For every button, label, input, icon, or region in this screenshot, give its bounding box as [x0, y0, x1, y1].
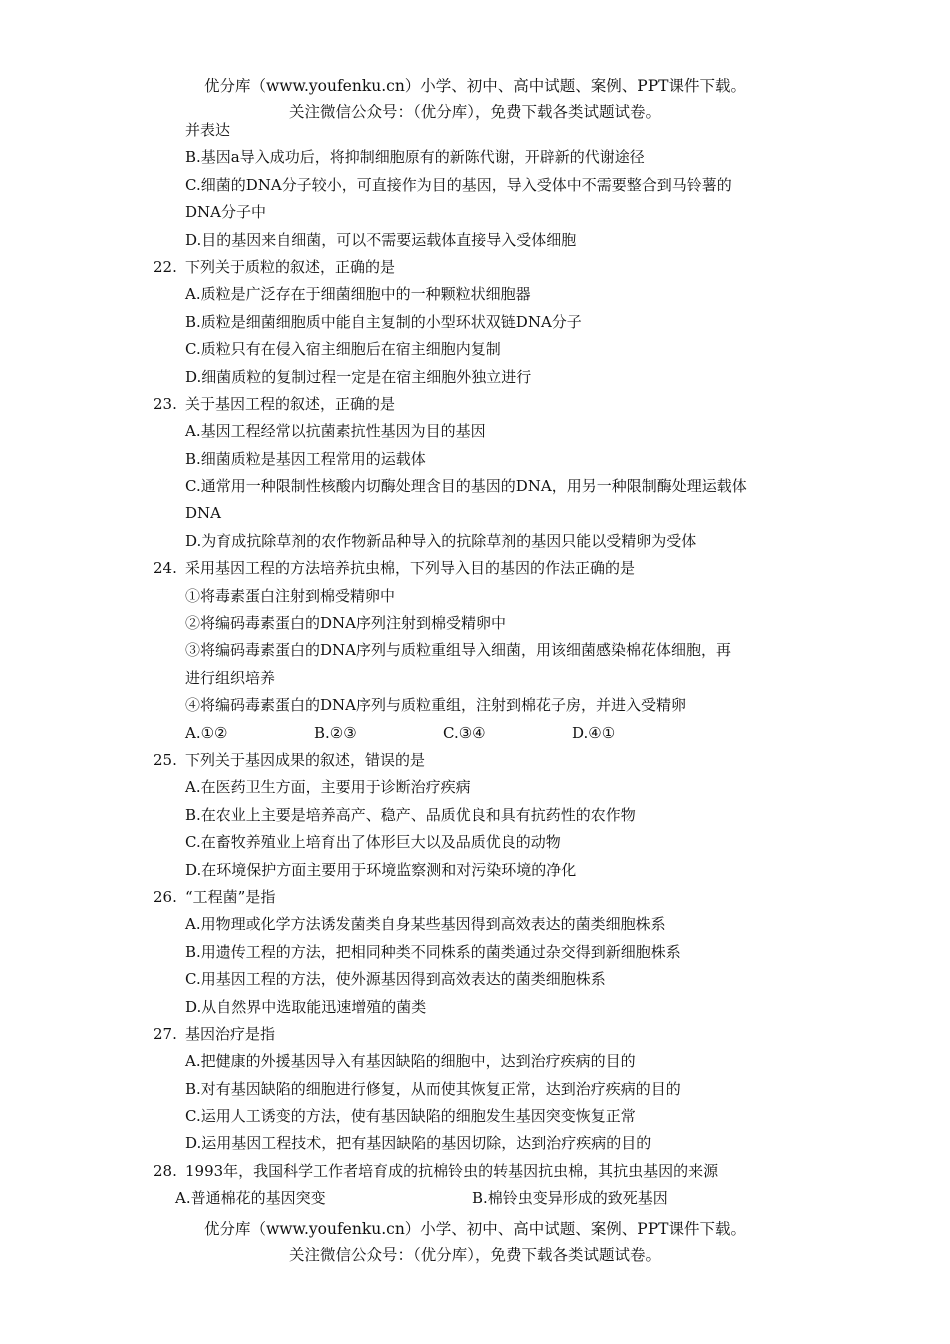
q25-option-a: A.在医药卫生方面，主要用于诊断治疗疾病	[185, 778, 471, 797]
q23-option-a: A.基因工程经常以抗菌素抗性基因为目的基因	[185, 422, 486, 441]
q26-option-d: D.从自然界中选取能迅速增殖的菌类	[185, 997, 427, 1016]
q22-stem	[153, 254, 833, 281]
q26-number: 26.	[153, 887, 177, 906]
q26-option-b: B.用遗传工程的方法，把相同种类不同株系的菌类通过杂交得到新细胞株系	[185, 942, 681, 961]
q22-stem-text: 下列关于质粒的叙述，正确的是	[185, 257, 396, 276]
q28-number: 28.	[153, 1161, 177, 1180]
q23-stem-text: 关于基因工程的叙述，正确的是	[185, 394, 396, 413]
q24-number: 24.	[153, 559, 177, 578]
header-line-1: 优分库（www.youfenku.cn）小学、初中、高中试题、案例、PPT课件下载。	[203, 77, 747, 95]
q28-option-a: A.普通棉花的基因突变	[175, 1189, 326, 1208]
q23-option-c-line2: DNA	[185, 504, 221, 523]
q22-number: 22.	[153, 257, 177, 276]
q23-option-b: B.细菌质粒是基因工程常用的运载体	[185, 449, 426, 468]
q25-option-c: C.在畜牧养殖业上培育出了体形巨大以及品质优良的动物	[185, 833, 561, 852]
q23-stem	[153, 391, 833, 418]
q24-stem-text: 采用基因工程的方法培养抗虫棉，下列导入目的基因的作法正确的是	[185, 559, 636, 578]
q26-stem	[153, 884, 833, 911]
q28-stem-text: 1993年，我国科学工作者培育成的抗棉铃虫的转基因抗虫棉，其抗虫基因的来源	[185, 1161, 719, 1180]
q26-option-c: C.用基因工程的方法，使外源基因得到高效表达的菌类细胞株系	[185, 970, 606, 989]
q25-stem-text: 下列关于基因成果的叙述，错误的是	[185, 750, 426, 769]
q25-option-b: B.在农业上主要是培养高产、稳产、品质优良和具有抗药性的农作物	[185, 805, 636, 824]
q24-statement-3-line1: ③将编码毒素蛋白的DNA序列与质粒重组导入细菌，用该细菌感染棉花体细胞，再	[185, 641, 731, 660]
q21-option-b: B.基因a导入成功后，将抑制细胞原有的新陈代谢，开辟新的代谢途径	[185, 148, 645, 167]
footer-line-2: 关注微信公众号：（优分库），免费下载各类试题试卷。	[288, 1246, 661, 1264]
q22-option-a: A.质粒是广泛存在于细菌细胞中的一种颗粒状细胞器	[185, 285, 531, 304]
q21-option-a-tail: 并表达	[185, 121, 231, 139]
q23-option-d: D.为育成抗除草剂的农作物新品种导入的抗除草剂的基因只能以受精卵为受体	[185, 531, 697, 550]
q21-option-d: D.目的基因来自细菌，可以不需要运载体直接导入受体细胞	[185, 230, 577, 249]
header-line-2: 关注微信公众号：（优分库），免费下载各类试题试卷。	[288, 103, 661, 121]
q22-option-b: B.质粒是细菌细胞质中能自主复制的小型环状双链DNA分子	[185, 312, 582, 331]
q27-option-d: D.运用基因工程技术，把有基因缺陷的基因切除，达到治疗疾病的目的	[185, 1134, 652, 1153]
q24-option-a: A.①②	[185, 723, 228, 742]
q24-stem	[153, 555, 833, 582]
q22-option-c: C.质粒只有在侵入宿主细胞后在宿主细胞内复制	[185, 340, 501, 359]
q28-options	[153, 1185, 833, 1212]
q25-stem	[153, 747, 833, 774]
q27-option-b: B.对有基因缺陷的细胞进行修复，从而使其恢复正常，达到治疗疾病的目的	[185, 1079, 681, 1098]
q24-statement-1: ①将毒素蛋白注射到棉受精卵中	[185, 586, 396, 605]
q21-option-c-line2: DNA分子中	[185, 203, 266, 222]
q27-number: 27.	[153, 1024, 177, 1043]
q24-option-d: D.④①	[572, 723, 616, 742]
q26-option-a: A.用物理或化学方法诱发菌类自身某些基因得到高效表达的菌类细胞株系	[185, 915, 666, 934]
q27-stem-text: 基因治疗是指	[185, 1024, 276, 1043]
q24-statement-2: ②将编码毒素蛋白的DNA序列注射到棉受精卵中	[185, 614, 506, 633]
question-content	[153, 117, 833, 1213]
q25-number: 25.	[153, 750, 177, 769]
q27-option-a: A.把健康的外援基因导入有基因缺陷的细胞中，达到治疗疾病的目的	[185, 1052, 636, 1071]
q24-statement-3-line2: 进行组织培养	[185, 668, 276, 687]
q26-stem-text: “工程菌”是指	[185, 887, 276, 906]
q28-option-b: B.棉铃虫变异形成的致死基因	[472, 1189, 668, 1208]
q24-option-c: C.③④	[443, 723, 486, 742]
q27-stem	[153, 1021, 833, 1048]
q27-option-c: C.运用人工诱变的方法，使有基因缺陷的细胞发生基因突变恢复正常	[185, 1107, 636, 1126]
q28-stem	[153, 1158, 833, 1185]
q22-option-d: D.细菌质粒的复制过程一定是在宿主细胞外独立进行	[185, 367, 532, 386]
q23-number: 23.	[153, 394, 177, 413]
page-footer	[0, 1218, 950, 1270]
q25-option-d: D.在环境保护方面主要用于环境监察测和对污染环境的净化	[185, 860, 577, 879]
q24-option-b: B.②③	[314, 723, 357, 742]
q23-option-c-line1: C.通常用一种限制性核酸内切酶处理含目的基因的DNA，用另一种限制酶处理运载体	[185, 477, 747, 496]
q24-options	[153, 720, 833, 747]
q21-option-c-line1: C.细菌的DNA分子较小，可直接作为目的基因，导入受体中不需要整合到马铃薯的	[185, 175, 732, 194]
footer-line-1: 优分库（www.youfenku.cn）小学、初中、高中试题、案例、PPT课件下载。	[203, 1220, 747, 1238]
q24-statement-4: ④将编码毒素蛋白的DNA序列与质粒重组，注射到棉花子房，并进入受精卵	[185, 696, 686, 715]
